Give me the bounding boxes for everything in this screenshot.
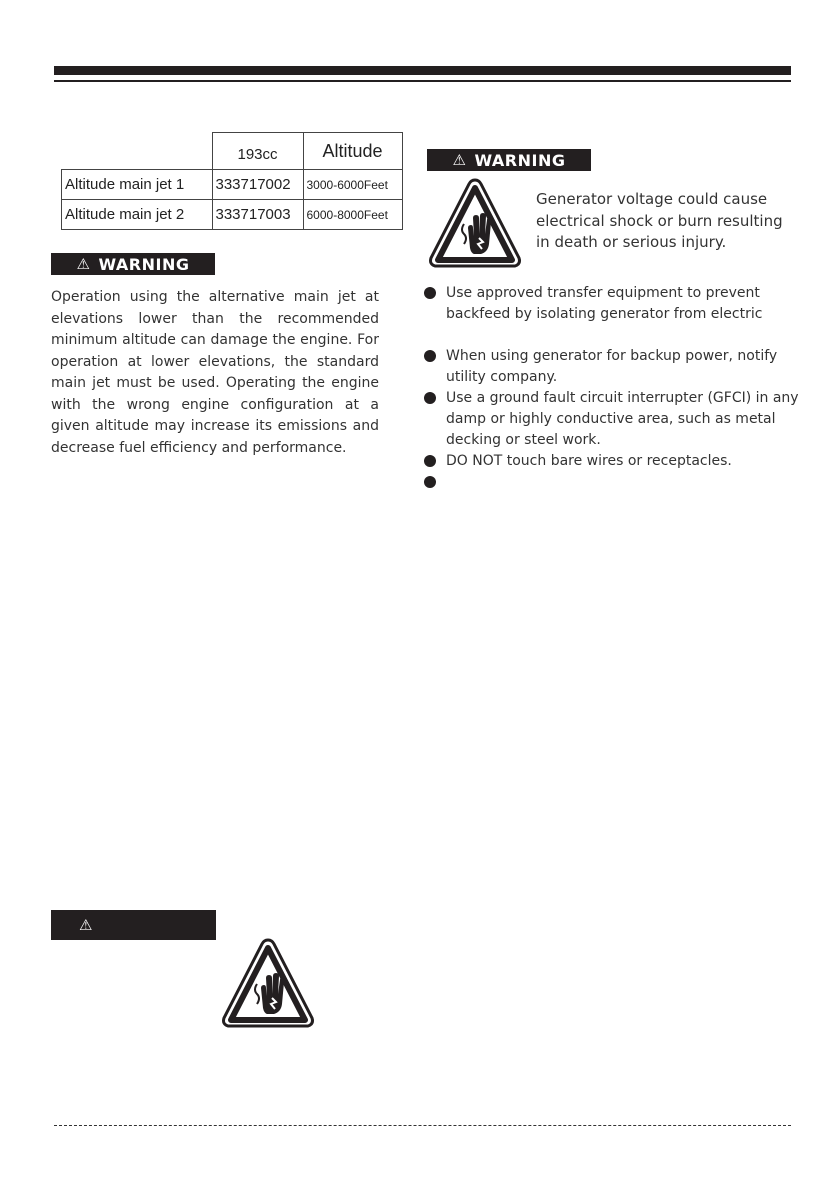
bullet-icon [424,476,436,488]
bullet-icon [424,392,436,404]
electric-shock-hand-icon [219,936,317,1030]
list-item-text: When using generator for backup power, notify utility company. [446,348,778,385]
list-item-text: Use a ground fault circuit interrupter (GFCI) in any damp or highly conductive area, such as metal decking or steel work. [446,390,799,448]
table-row [62,170,403,200]
list-item-text: DO NOT touch bare wires or receptacles. [446,453,732,469]
warning-label: WARNING [98,254,190,274]
table-cell: 333717003 [212,200,303,230]
table-header-cell [62,133,213,170]
table-cell: 3000-6000Feet [303,170,402,200]
bullet-icon [424,287,436,299]
list-item [424,388,804,451]
shock-warning-text: Generator voltage could cause electrical shock or burn resulting in death or serious injury. [536,190,783,251]
list-item [424,283,804,325]
warning-banner [427,149,591,171]
list-item-text: Use approved transfer equipment to prevent backfeed by isolating generator from electric [446,285,763,322]
table-cell: 333717002 [212,170,303,200]
header-rule [54,80,791,82]
table-cell: Altitude main jet 2 [62,200,213,230]
header-bar [54,66,791,75]
list-item [424,346,804,388]
warning-paragraph: Operation using the alternative main jet at elevations lower than the recommended minimum altitude can damage the engine. For operation at lower elevations, the standard main jet must be used. Operating the engine with the wrong engine configuration at a given altitude may increase its emissions and decrease fuel efficiency and performance. [51,289,379,456]
table-header-cell: Altitude [303,133,402,170]
list-item-text [446,474,450,490]
warning-banner [51,253,215,275]
warning-triangle-icon: ⚠ [76,255,91,273]
bullet-icon [424,455,436,467]
warning-label: WARNING [474,150,566,170]
table-cell: 6000-8000Feet [303,200,402,230]
main-jet-table [61,132,403,230]
list-item [424,472,804,493]
safety-bullet-list [424,283,804,493]
warning-triangle-icon: ⚠ [79,916,93,934]
warning-triangle-icon: ⚠ [452,151,467,169]
table-header-cell: 193cc [212,133,303,170]
bullet-icon [424,350,436,362]
footer-rule [54,1125,791,1126]
table-cell: Altitude main jet 1 [62,170,213,200]
table-header-row [62,133,403,170]
electric-shock-hand-icon [426,176,524,270]
list-item [424,451,804,472]
warning-banner [51,910,216,940]
table-row [62,200,403,230]
